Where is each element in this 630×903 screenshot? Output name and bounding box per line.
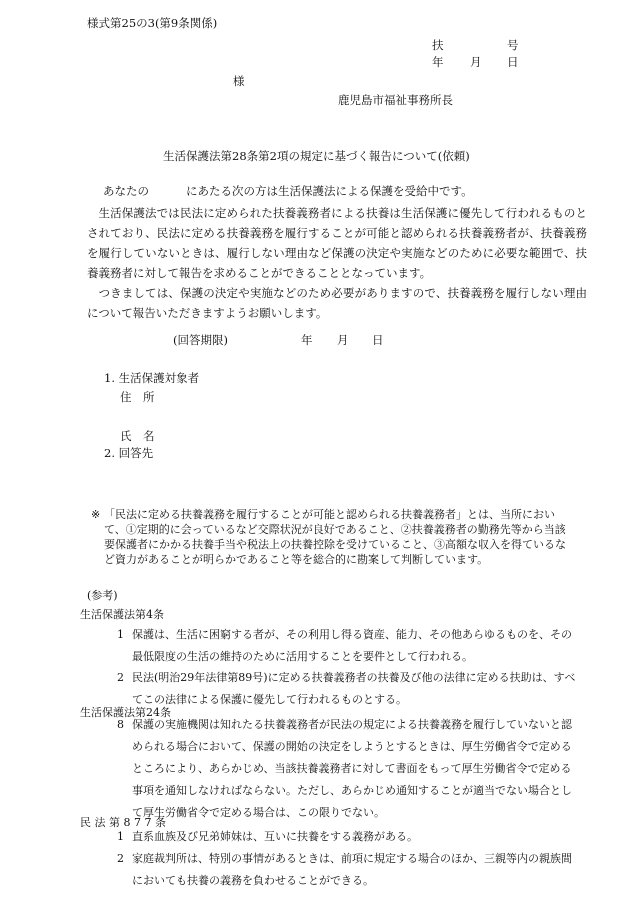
clause-text: 保護は、生活に困窮する者が、その利用し得る資産、能力、その他あらゆるものを、その最低限度の生活の維持のために活用することを要件として行われる。 [132, 628, 572, 663]
deadline-label: (回答期限) [173, 333, 228, 347]
intro-line1-b: にあたる次の方は生活保護法による保護を受給中です。 [186, 184, 473, 198]
intro-paragraph-3: つきましては、保護の決定や実施などのため必要がありますので、扶養義務を履行しない理由について報告いただきますようお願いします。 [87, 286, 587, 320]
go-label: 号 [507, 38, 519, 52]
law4-title: 生活保護法第4条 [80, 608, 164, 621]
address-label: 住 所 [120, 390, 155, 404]
note-text: 「民法に定める扶養義務を履行することが可能と認められる扶養義務者」とは、当所において、①定期的に会っているなど交際状況が良好であること、②扶養義務者の勤務先等から当該要保護者にかかる扶養手当や税法上の扶養控除を受けていること、③高額な収入を得ているなど資力があることが明らかであること等を総合的に勘案して判断しています。 [104, 508, 566, 566]
clause-number: 2 [117, 852, 124, 865]
date-day-label: 日 [507, 55, 519, 69]
civil-clause-2 [110, 848, 580, 892]
item-1-subject: 1. 生活保護対象者 [104, 371, 200, 385]
clause-number: 1 [117, 628, 124, 641]
deadline-month: 月 [337, 333, 349, 347]
law4-clause-2 [110, 667, 580, 711]
date-year-label: 年 [432, 55, 444, 69]
clause-number: 2 [117, 671, 124, 684]
clause-text: 民法(明治29年法律第89号)に定める扶養義務者の扶養及び他の法律に定める扶助は、すべてこの法律による保護に優先して行われるものとする。 [132, 671, 576, 706]
law4-clause-1 [110, 624, 580, 668]
deadline-year: 年 [301, 333, 313, 347]
item-2-reply-to: 2. 回答先 [104, 446, 154, 460]
clause-text: 家庭裁判所は、特別の事情があるときは、前項に規定する場合のほか、三親等内の親族間においても扶養の義務を負わせることができる。 [132, 852, 572, 887]
date-month-label: 月 [470, 55, 482, 69]
clause-text: 直系血族及び兄弟姉妹は、互いに扶養をする義務がある。 [132, 830, 418, 843]
intro-line1-a: あなたの [103, 184, 149, 198]
recipient-honorific: 様 [233, 74, 245, 88]
civil-clause-1 [110, 826, 580, 848]
reference-heading: (参考) [87, 589, 118, 602]
deadline-day: 日 [372, 333, 384, 347]
clause-number: 1 [117, 830, 124, 843]
civil-code-title: 民 法 第 8 7 7 条 [80, 816, 166, 829]
name-label: 氏 名 [120, 429, 155, 443]
note-block [91, 507, 576, 567]
intro-paragraph-2: 生活保護法では民法に定められた扶養義務者による扶養は生活保護に優先して行われるものとされており、民法に定める扶養義務を履行することが可能と認められる扶養義務者が、扶養義務を履行していないときは、履行しない理由など保護の決定や実施などのために必要な範囲で、扶養義務者に対して報告を求めることができることとなっています。 [87, 206, 587, 280]
note-mark: ※ [91, 508, 101, 521]
sender-name: 鹿児島市福祉事務所長 [338, 93, 453, 107]
fu-label: 扶 [432, 38, 444, 52]
clause-text: 保護の実施機関は知れたる扶養義務者が民法の規定による扶養義務を履行していないと認められる場合において、保護の開始の決定をしようとするときは、厚生労働省令で定めるところにより、あらかじめ、当該扶養義務者に対して書面をもって厚生労働省令で定める事項を通知しなければならない。ただし、あらかじめ通知することが適当でない場合として厚生労働省令で定める場合は、この限りでない。 [132, 718, 572, 819]
clause-number: 8 [117, 718, 124, 731]
form-number: 様式第25の3(第9条関係) [87, 16, 218, 30]
law24-clause-8 [110, 714, 580, 824]
document-title: 生活保護法第28条第2項の規定に基づく報告について(依頼) [163, 149, 470, 163]
law24-title: 生活保護法第24条 [80, 706, 171, 719]
